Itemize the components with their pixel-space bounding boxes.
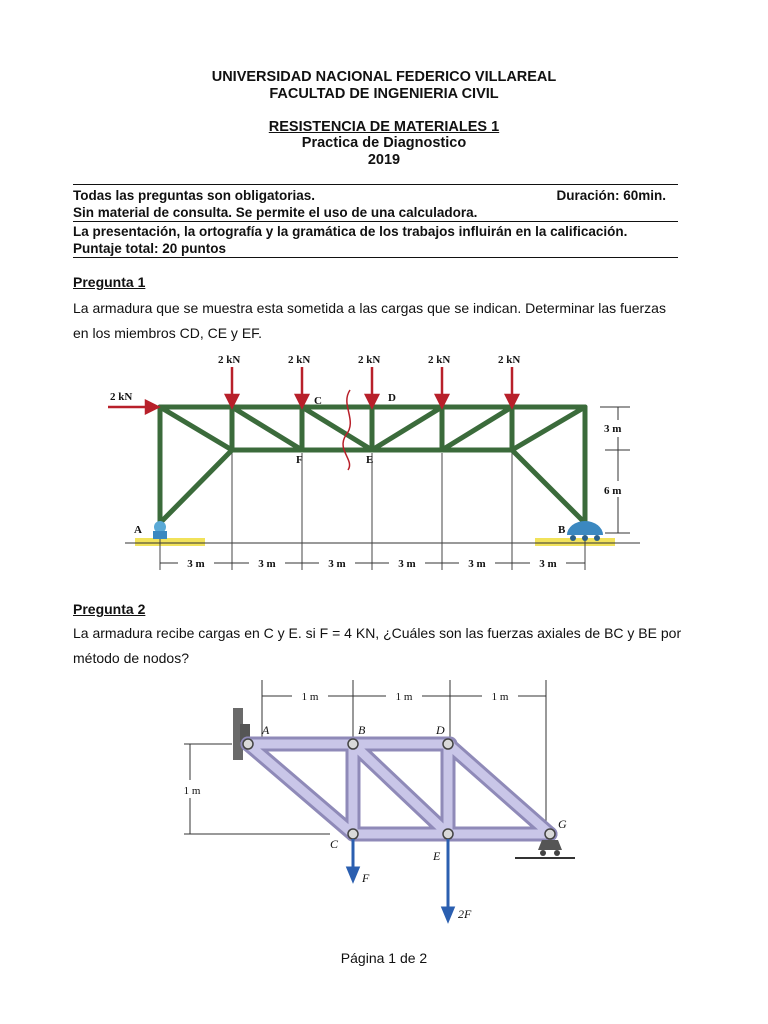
height-label: 6 m bbox=[604, 485, 622, 497]
truss-figure-1 bbox=[100, 345, 660, 585]
question-2-title: Pregunta 2 bbox=[73, 601, 146, 617]
load-label-f: F bbox=[362, 871, 370, 885]
height-label: 1 m bbox=[183, 785, 201, 797]
load-label: 2 kN bbox=[218, 354, 241, 366]
node-label-c: C bbox=[314, 395, 322, 407]
load-label: 2 kN bbox=[428, 354, 451, 366]
span-label: 3 m bbox=[187, 558, 205, 570]
span-label: 3 m bbox=[258, 558, 276, 570]
instruction-duration: Duración: 60min. bbox=[556, 188, 666, 203]
instruction-score: Puntaje total: 20 puntos bbox=[73, 241, 227, 256]
height-label: 3 m bbox=[604, 423, 622, 435]
span-label: 1 m bbox=[395, 691, 413, 703]
question-1-title: Pregunta 1 bbox=[73, 274, 146, 290]
instruction-materials: Sin material de consulta. Se permite el uso de una calculadora. bbox=[73, 205, 478, 220]
span-label: 1 m bbox=[491, 691, 509, 703]
support-a bbox=[153, 521, 167, 539]
load-label: 2 kN bbox=[288, 354, 311, 366]
page-number: Página 1 de 2 bbox=[340, 950, 428, 966]
node-label-b: B bbox=[358, 723, 366, 737]
exam-year: 2019 bbox=[367, 152, 401, 168]
instruction-grading: La presentación, la ortografía y la gramática de los trabajos influirán en la calificación. bbox=[73, 224, 628, 239]
span-label: 3 m bbox=[328, 558, 346, 570]
span-label: 3 m bbox=[398, 558, 416, 570]
side-load-label: 2 kN bbox=[110, 391, 133, 403]
span-label: 3 m bbox=[468, 558, 486, 570]
faculty-name: FACULTAD DE INGENIERIA CIVIL bbox=[269, 86, 499, 102]
node-label-e: E bbox=[433, 849, 441, 863]
course-title: RESISTENCIA DE MATERIALES 1 bbox=[268, 119, 500, 135]
load-label: 2 kN bbox=[358, 354, 381, 366]
span-label: 1 m bbox=[301, 691, 319, 703]
load-label: 2 kN bbox=[498, 354, 521, 366]
university-name: UNIVERSIDAD NACIONAL FEDERICO VILLAREAL bbox=[211, 69, 557, 85]
node-label-e: E bbox=[366, 454, 374, 466]
ground-a bbox=[135, 538, 205, 546]
node-label-f: F bbox=[296, 454, 303, 466]
node-label-g: G bbox=[558, 817, 567, 831]
node-label-d: D bbox=[436, 723, 445, 737]
load-label-2f: 2F bbox=[458, 907, 472, 921]
question-1-text: La armadura que se muestra esta sometida a las cargas que se indican. Determinar las fuerzas en los miembros CD, CE y EF. bbox=[73, 300, 666, 341]
node-label-d: D bbox=[388, 392, 396, 404]
truss-figure-2 bbox=[170, 672, 580, 930]
instructions-top-rule bbox=[73, 184, 678, 185]
instructions-middle-rule bbox=[73, 221, 678, 222]
instruction-mandatory: Todas las preguntas son obligatorias. bbox=[73, 188, 316, 203]
question-2-text: La armadura recibe cargas en C y E. si F = 4 KN, ¿Cuáles son las fuerzas axiales de BC y BE por método de nodos? bbox=[73, 625, 682, 666]
instructions-line-1 bbox=[73, 188, 678, 203]
node-label-b: B bbox=[558, 524, 566, 536]
instructions-bottom-rule bbox=[73, 257, 678, 258]
span-label: 3 m bbox=[539, 558, 557, 570]
exam-title: Practica de Diagnostico bbox=[301, 135, 467, 151]
node-label-a: A bbox=[262, 723, 270, 737]
node-label-a: A bbox=[134, 524, 142, 536]
node-label-c: C bbox=[330, 837, 339, 851]
